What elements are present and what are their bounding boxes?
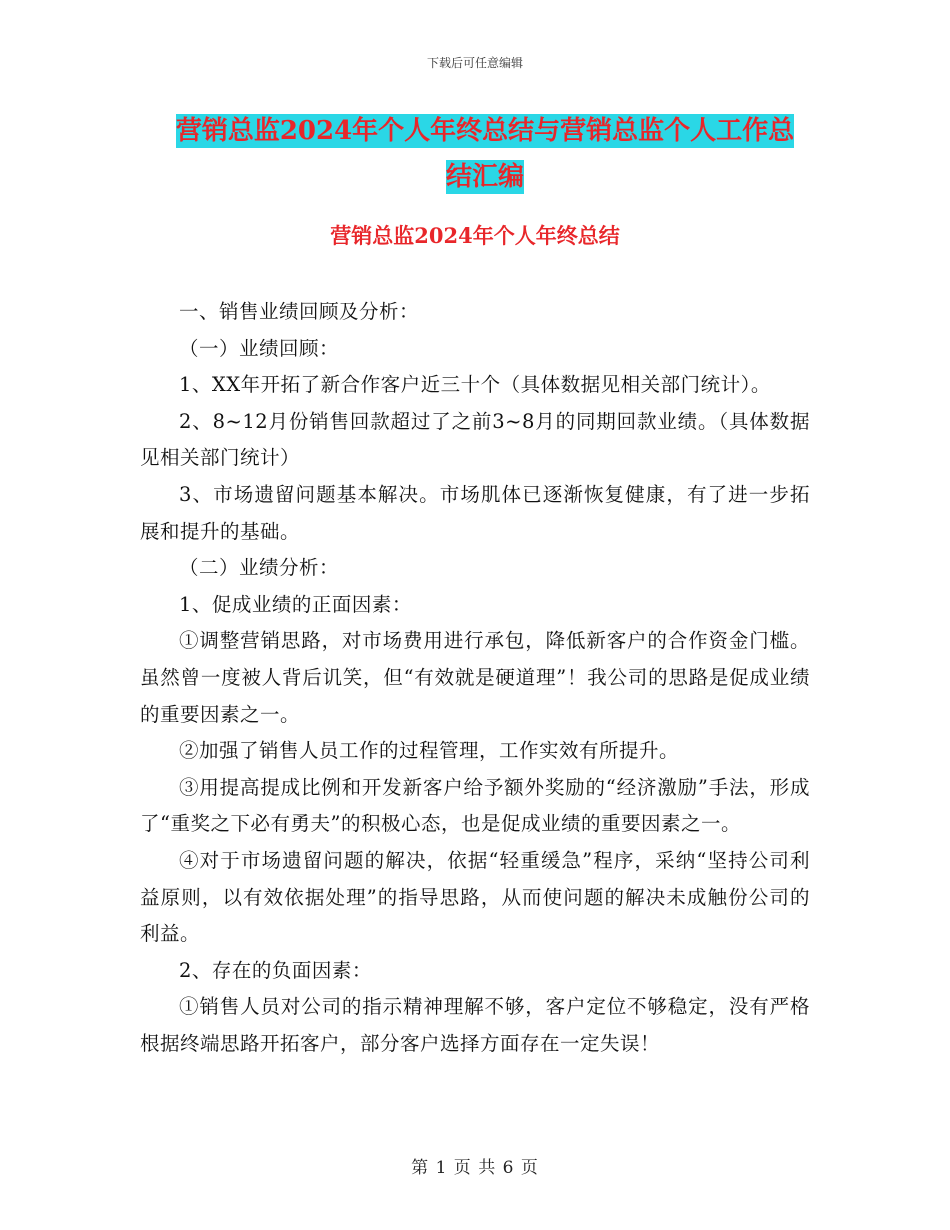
paragraph-item: 3、市场遗留问题基本解决。市场肌体已逐渐恢复健康，有了进一步拓展和提升的基础。 [140,482,810,543]
paragraph-item: 1、促成业绩的正面因素： [179,592,412,616]
page-number: 第 1 页 共 6 页 [411,1158,539,1178]
paragraph-item: ②加强了销售人员工作的过程管理，工作实效有所提升。 [179,739,680,763]
heading-sales-review: 一、销售业绩回顾及分析： [179,300,420,323]
header-note: 下载后可任意编辑 [426,56,523,70]
paragraph-item: 1、XX年开拓了新合作客户近三十个（具体数据见相关部门统计）。 [179,373,771,397]
document-body [140,294,810,1062]
subheading-performance-analysis: （二）业绩分析： [179,556,340,580]
title-line-2: 结汇编 [445,162,524,192]
paragraph-item: ③用提高提成比例和开发新客户给予额外奖励的“经济激励”手法，形成了“重奖之下必有勇夫”的积极心态，也是促成业绩的重要因素之一。 [140,775,810,836]
paragraph-item: 2、存在的负面因素： [179,958,372,982]
document-title [140,108,830,200]
paragraph-item: ④对于市场遗留问题的解决，依据“轻重缓急”程序，采纳“坚持公司利益原则，以有效依据处理”的指导思路，从而使问题的解决未成触份公司的利益。 [140,848,810,946]
subheading-performance-review: （一）业绩回顾： [179,336,340,360]
title-line-1: 营销总监2024年个人年终总结与营销总监个人工作总 [175,116,795,146]
paragraph-item: ①销售人员对公司的指示精神理解不够，客户定位不够稳定，没有严格根据终端思路开拓客户，部分客户选择方面存在一定失误！ [140,995,810,1055]
paragraph-item: 2、8~12月份销售回款超过了之前3~8月的同期回款业绩。（具体数据见相关部门统计） [140,409,810,470]
paragraph-item: ①调整营销思路，对市场费用进行承包，降低新客户的合作资金门槛。虽然曾一度被人背后讥笑，但“有效就是硬道理”！我公司的思路是促成业绩的重要因素之一。 [140,629,810,726]
section-title: 营销总监2024年个人年终总结 [330,223,620,248]
